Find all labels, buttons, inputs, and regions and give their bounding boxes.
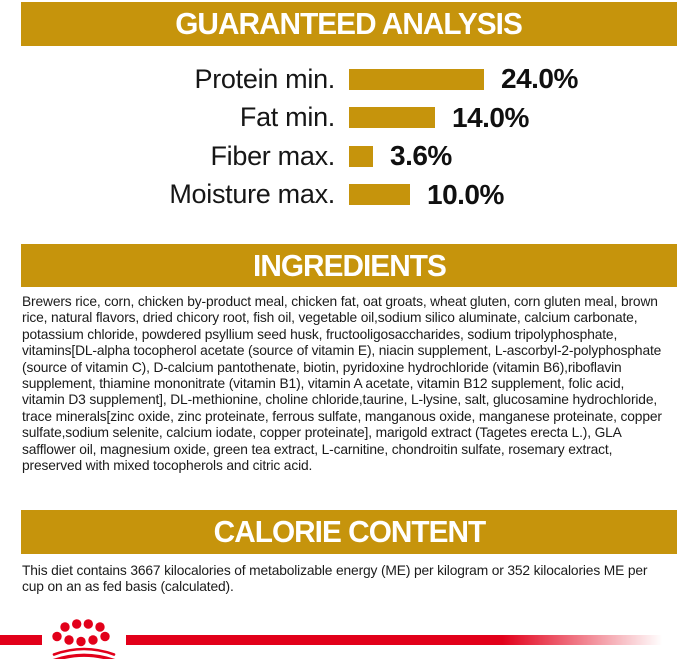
- chart-bar-moisture: [349, 184, 410, 205]
- chart-label-fat: Fat min.: [239, 102, 335, 133]
- calorie-content-text: This diet contains 3667 kilocalories of metabolizable energy (ME) per kilogram or 352 kilocalories ME per cup on an as fed basis (calculated).: [22, 563, 648, 595]
- chart-label-fiber: Fiber max.: [210, 140, 335, 171]
- chart-bar-fiber: [349, 146, 373, 167]
- ingredients-text: Brewers rice, corn, chicken by-product meal, chicken fat, oat groats, wheat gluten, corn gluten meal, brown rice, natural flavors, dried chicory root, fish oil, vegetable oil,sodium silico aluminate, calcium carbonate, potassium chloride, powdered psyllium seed husk, fructooligosaccharides, sodium tripolyphosphate, vitamins[DL-alpha tocopherol acetate (source of vitamin E), niacin supplement, L-ascorbyl-2-polyphosphate (source of vitamin C), D-calcium pantothenate, biotin, pyridoxine hydrochloride (vitamin B6),riboflavin supplement, thiamine mononitrate (vitamin B1), vitamin A acetate, vitamin B12 supplement, folic acid, vitamin D3 supplement], DL-methionine, choline chloride,taurine, L-lysine, salt, glucosamine hydrochloride, trace minerals[zinc oxide, zinc proteinate, ferrous sulfate, manganous oxide, manganese proteinate, copper sulfate,sodium selenite, calcium iodate, copper proteinate], marigold extract (Tagetes erecta L.), GLA safflower oil, magnesium oxide, green tea extract, L-carnitine, chondroitin sulfate, rosemary extract, preserved with mixed tocopherols and citric acid.: [22, 294, 662, 474]
- chart-row-protein: [0, 60, 679, 99]
- logo-right-rule: [126, 635, 679, 645]
- guaranteed-analysis-title: GUARANTEED ANALYSIS: [175, 6, 523, 41]
- chart-value-fiber: 3.6%: [390, 140, 452, 172]
- chart-row-fat: [0, 99, 679, 138]
- chart-bar-protein: [349, 69, 484, 90]
- royal-canin-crown-logo: [0, 612, 679, 659]
- chart-label-protein: Protein min.: [194, 63, 335, 94]
- chart-value-moisture: 10.0%: [427, 178, 504, 210]
- chart-row-moisture: [0, 176, 679, 215]
- chart-value-protein: 24.0%: [501, 63, 578, 95]
- calorie-content-title: CALORIE CONTENT: [213, 514, 485, 549]
- chart-label-moisture: Moisture max.: [169, 179, 335, 210]
- guaranteed-analysis-chart: [0, 60, 679, 214]
- guaranteed-analysis-header: [21, 2, 677, 46]
- ingredients-header: [21, 244, 677, 287]
- royal-canin-logo-strip: [0, 612, 679, 659]
- logo-left-rule: [0, 635, 42, 645]
- calorie-content-header: [21, 510, 677, 554]
- chart-value-fat: 14.0%: [452, 101, 529, 133]
- chart-row-fiber: [0, 137, 679, 176]
- chart-bar-fat: [349, 107, 435, 128]
- ingredients-title: INGREDIENTS: [252, 247, 446, 283]
